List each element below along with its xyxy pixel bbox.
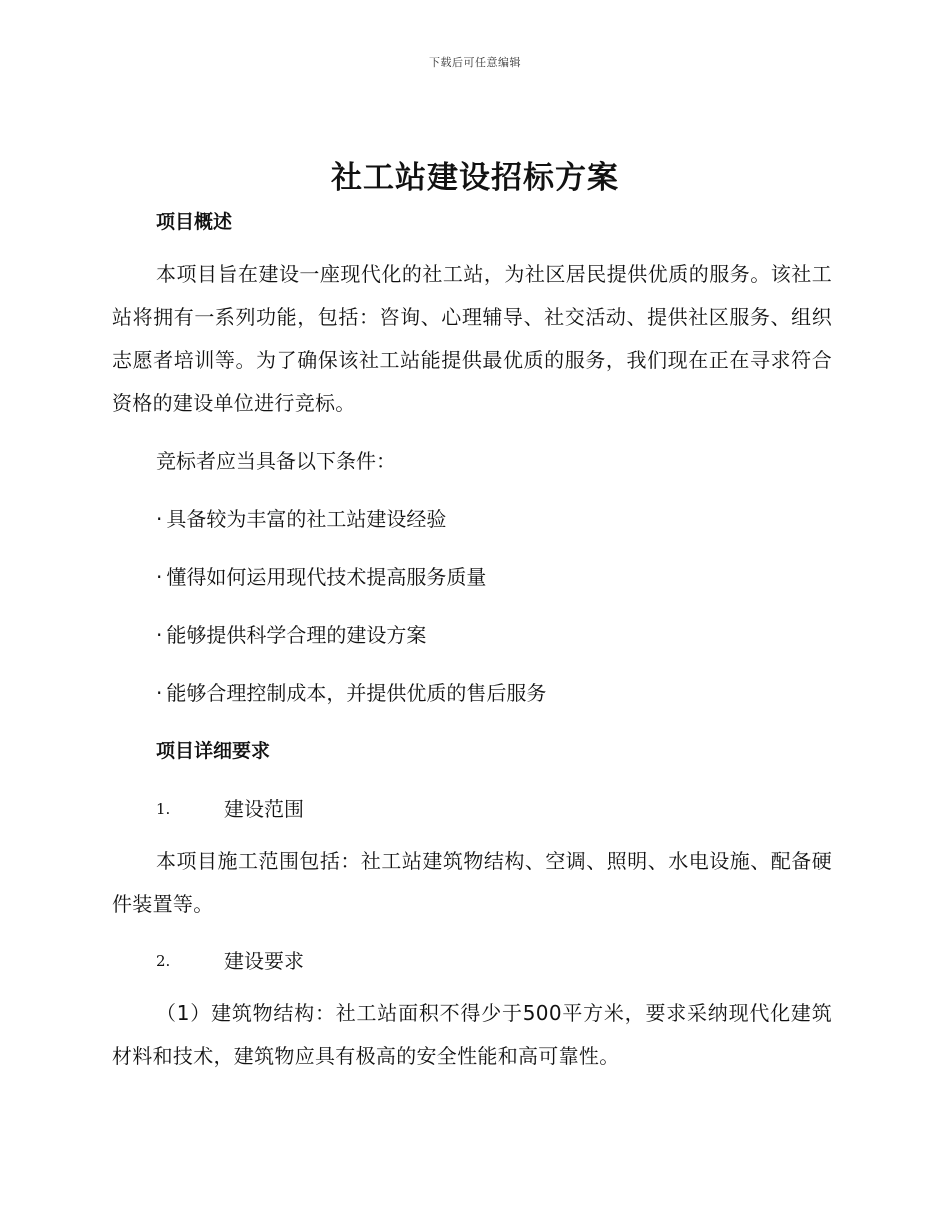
- bullet-text: 能够提供科学合理的建设方案: [166, 623, 427, 647]
- document-title: 社工站建设招标方案: [331, 160, 619, 196]
- header-note: 下载后可任意编辑: [429, 56, 521, 69]
- bullet-item: [112, 678, 832, 708]
- details-heading: 项目详细要求: [156, 740, 271, 762]
- item-number: 2.: [156, 952, 171, 970]
- item-label: 建设范围: [224, 797, 304, 821]
- item-number: 1.: [156, 800, 171, 818]
- bullet-dot-icon: ·: [156, 565, 163, 589]
- bullet-dot-icon: ·: [156, 507, 163, 531]
- bullet-item: [112, 562, 832, 592]
- bullet-item: [112, 504, 832, 534]
- numbered-item-1: [112, 794, 832, 824]
- bullet-text: 能够合理控制成本，并提供优质的售后服务: [166, 681, 547, 705]
- scope-paragraph: 本项目施工范围包括：社工站建筑物结构、空调、照明、水电设施、配备硬件装置等。: [112, 849, 832, 916]
- bullet-dot-icon: ·: [156, 681, 163, 705]
- numbered-item-2: [112, 946, 832, 976]
- structure-paragraph: （1）建筑物结构：社工站面积不得少于500平方米，要求采纳现代化建筑材料和技术，建筑物应具有极高的安全性能和高可靠性。: [112, 1001, 832, 1068]
- bullet-text: 懂得如何运用现代技术提高服务质量: [166, 565, 487, 589]
- bullet-text: 具备较为丰富的社工站建设经验: [166, 507, 447, 531]
- item-label: 建设要求: [224, 949, 304, 973]
- bullet-item: [112, 620, 832, 650]
- document-body: [112, 207, 832, 1078]
- bullet-dot-icon: ·: [156, 623, 163, 647]
- overview-paragraph: 本项目旨在建设一座现代化的社工站，为社区居民提供优质的服务。该社工站将拥有一系列功能，包括：咨询、心理辅导、社交活动、提供社区服务、组织志愿者培训等。为了确保该社工站能提供最优质的服务，我们现在正在寻求符合资格的建设单位进行竞标。: [112, 262, 832, 415]
- bidder-intro: 竞标者应当具备以下条件：: [156, 449, 396, 473]
- overview-heading: 项目概述: [156, 211, 233, 233]
